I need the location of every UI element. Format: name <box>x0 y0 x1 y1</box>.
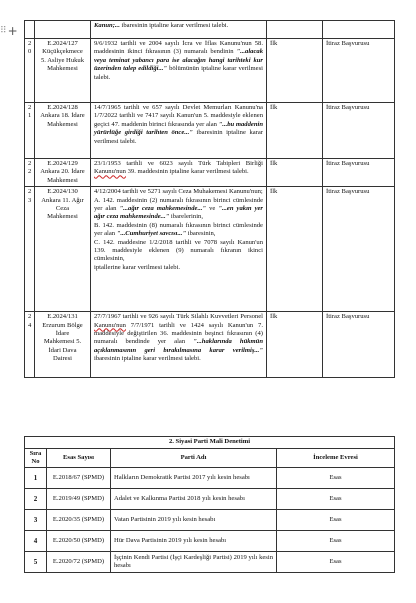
row-number <box>25 39 35 103</box>
application-type: İtiraz Başvurusu <box>323 312 395 378</box>
table-row <box>25 489 395 510</box>
table-row <box>25 552 395 573</box>
case-number-line: Mahkemesi <box>47 213 78 221</box>
subject-text: ibarelerinin, <box>169 213 203 221</box>
review-degree: İlk <box>267 159 323 187</box>
row-number: 1 <box>25 468 47 489</box>
table-row <box>25 103 395 159</box>
add-row-button[interactable]: + <box>7 24 18 38</box>
row-number-digit: 4 <box>28 321 32 329</box>
case-number <box>35 39 91 103</box>
subject-text: C. 142. maddesine 1/2/2018 tarihli ve 7078 sayılı Kanun'un 139. maddesiyle eklenen (9) numaralı fıkranın ikinci cümlesinin, <box>94 238 263 263</box>
case-number <box>35 21 91 39</box>
subject-text: ve <box>206 205 219 213</box>
subject-text: "...ağır ceza mahkemesinde..." <box>119 205 207 213</box>
case-number-line: Mahkemesi 5. <box>43 338 82 346</box>
review-stage: Esas <box>277 510 395 531</box>
subject-text: ibaresinin iptaline karar verilmesi talebi. <box>94 129 264 145</box>
case-number-line: Mahkemesi <box>47 120 78 128</box>
case-number-line: Ankara 11. Ağır <box>41 196 84 204</box>
case-number-line: Mahkemesi <box>47 176 78 184</box>
table-row <box>25 187 395 312</box>
subject-text: 23/1/1953 tarihli ve 6023 sayılı Türk Tabipleri Birliği <box>94 160 263 167</box>
header-esas: Esas Sayısı <box>47 449 111 468</box>
case-number <box>35 159 91 187</box>
party-audit-title: 2. Siyasi Parti Mali Denetimi <box>25 437 395 449</box>
subject-text: A. 142. maddesinin (2) numaralı fıkrasının birinci cümlesinde yer alan <box>94 196 263 213</box>
table-row <box>25 510 395 531</box>
case-number-line: Küçükçekmece <box>42 48 83 56</box>
row-number <box>25 21 35 39</box>
table-row <box>25 312 395 378</box>
subject-text: Kanun;... <box>94 22 120 29</box>
subject-text: ibaresinin iptaline karar verilmesi talebi. <box>94 355 201 363</box>
row-number-digit: 3 <box>28 196 32 204</box>
row-number <box>25 103 35 159</box>
header-evre: İnceleme Evresi <box>277 449 395 468</box>
application-type: İtiraz Başvurusu <box>323 187 395 312</box>
case-number: E.2020/35 (SPMD) <box>47 510 111 531</box>
subject-text: 4/12/2004 tarihli ve 5271 sayılı Ceza Muhakemesi Kanunu'nun; <box>94 188 263 196</box>
subject-text: Kanunu'nun <box>94 168 126 176</box>
row-number-digit: 2 <box>28 188 32 196</box>
case-number-line: Mahkemesi <box>47 65 78 73</box>
case-number-line: E.2024/129 <box>47 160 78 167</box>
party-audit-table <box>24 436 395 573</box>
subject-text: "...haklarında hükmün açıklanmasının geri bırakılmasına karar verilmiş..." <box>94 338 263 354</box>
case-number <box>35 187 91 312</box>
row-number-digit: 1 <box>28 112 32 120</box>
row-number-digit: 2 <box>28 40 32 47</box>
review-degree: İlk <box>267 39 323 103</box>
table-row <box>25 39 395 103</box>
subject-text: iptallerine karar verilmesi talebi. <box>94 263 181 271</box>
case-subject <box>91 21 267 39</box>
subject-text: "...en yakın yer ağır ceza mahkemesinde..." <box>94 205 263 221</box>
case-number-line: E.2024/127 <box>47 40 78 47</box>
case-number: E.2020/50 (SPMD) <box>47 531 111 552</box>
subject-text: ibaresinin iptaline karar verilmesi talebi. <box>119 22 229 29</box>
row-number-digit: 2 <box>28 313 32 321</box>
subject-text: Kanunu'nun <box>94 321 126 329</box>
row-number-digit: 0 <box>28 48 32 56</box>
drag-handle-icon[interactable]: ⠿ <box>0 25 6 36</box>
application-type: İtiraz Başvurusu <box>323 159 395 187</box>
table-row <box>25 531 395 552</box>
application-type: İtiraz Başvurusu <box>323 39 395 103</box>
subject-text: 14/7/1965 tarihli ve 657 sayılı Devlet Memurları Kanunu'na 1/7/2022 tarihli ve 7417 sayılı Kanun'un 5. maddesiyle eklenen geçici 47. maddenin birinci fıkrasında yer alan <box>94 104 263 128</box>
review-degree: İlk <box>267 103 323 159</box>
header-sira: Sıra No <box>25 449 47 468</box>
case-number-line: İdare <box>55 330 70 338</box>
case-number-line: Dairesi <box>52 355 73 363</box>
case-subject <box>91 103 267 159</box>
row-number <box>25 159 35 187</box>
row-number-digit: 2 <box>28 104 32 111</box>
case-number-line: E.2024/128 <box>47 104 78 111</box>
row-number: 3 <box>25 510 47 531</box>
subject-text: 7/7/1971 tarihli ve 1424 sayılı Kanun'un 7. maddesiyle değiştirilen 36. maddesinin beşinci fıkrasının (4) numaralı bendinde yer alan <box>94 321 263 346</box>
party-name: İşçinin Kendi Partisi (İşçi Kardeşliği Partisi) 2019 yılı kesin hesabı <box>111 552 277 573</box>
case-number-line: Erzurum Bölge <box>42 321 83 329</box>
review-degree: İlk <box>267 187 323 312</box>
case-number <box>35 103 91 159</box>
case-subject <box>91 187 267 312</box>
subject-text: "...alacak veya teminat yabancı para ise alacağın hangi tarihteki kur üzerinden talep edildiği..." <box>94 48 263 73</box>
row-number <box>25 187 35 312</box>
review-degree <box>267 21 323 39</box>
case-subject <box>91 39 267 103</box>
subject-text: 9/6/1932 tarihli ve 2004 sayılı İcra ve İflas Kanunu'nun 58. maddesinin ikinci fıkrasının (3) numaralı bendinin <box>94 40 263 56</box>
party-name: Adalet ve Kalkınma Partisi 2018 yılı kesin hesabı <box>111 489 277 510</box>
row-number-digit: 2 <box>28 168 32 176</box>
table-row <box>25 21 395 39</box>
case-number: E.2018/67 (SPMD) <box>47 468 111 489</box>
review-stage: Esas <box>277 552 395 573</box>
case-subject <box>91 312 267 378</box>
subject-text: ibaresinin, <box>186 230 216 238</box>
row-number: 5 <box>25 552 47 573</box>
case-number-line: Ceza <box>55 205 70 213</box>
case-number-line: E.2024/130 <box>47 188 78 196</box>
case-number-line: İdari Dava <box>48 346 77 354</box>
case-number <box>35 312 91 378</box>
case-subject <box>91 159 267 187</box>
row-number-digit: 2 <box>28 160 32 167</box>
case-number-line: Ankara 20. İdare <box>40 168 85 176</box>
table-row <box>25 468 395 489</box>
row-gutter <box>0 22 22 40</box>
subject-text: 27/7/1967 tarihli ve 926 sayılı Türk Silahlı Kuvvetleri Personel <box>94 313 263 321</box>
application-type: İtiraz Başvurusu <box>323 103 395 159</box>
review-stage: Esas <box>277 531 395 552</box>
party-name: Halkların Demokratik Partisi 2017 yılı kesin hesabı <box>111 468 277 489</box>
row-number: 4 <box>25 531 47 552</box>
subject-text: "...Cumhuriyet savcısı..." <box>116 230 187 238</box>
table-row <box>25 159 395 187</box>
case-number-line: 5. Asliye Hukuk <box>40 56 85 64</box>
subject-text: bölümünün iptaline karar verilmesi talebi. <box>94 65 263 81</box>
subject-text: B. 142. maddesinin (8) numaralı fıkrasının birinci cümlesinde yer alan <box>94 221 263 238</box>
case-number: E.2020/72 (SPMD) <box>47 552 111 573</box>
review-stage: Esas <box>277 489 395 510</box>
applications-table <box>24 20 395 378</box>
row-number: 2 <box>25 489 47 510</box>
party-name: Hür Dava Partisinin 2019 yılı kesin hesabı <box>111 531 277 552</box>
row-number <box>25 312 35 378</box>
review-degree: İlk <box>267 312 323 378</box>
party-name: Vatan Partisinin 2019 yılı kesin hesabı <box>111 510 277 531</box>
case-number-line: Ankara 18. İdare <box>40 112 85 120</box>
subject-text: "...bu maddenin yürürlüğe girdiği tarihten önce..." <box>94 120 263 137</box>
application-type <box>323 21 395 39</box>
case-number-line: E.2024/131 <box>47 313 78 321</box>
review-stage: Esas <box>277 468 395 489</box>
case-number: E.2019/49 (SPMD) <box>47 489 111 510</box>
subject-text: 39. maddesinin iptaline karar verilmesi talebi. <box>125 168 249 176</box>
header-parti: Parti Adı <box>111 449 277 468</box>
